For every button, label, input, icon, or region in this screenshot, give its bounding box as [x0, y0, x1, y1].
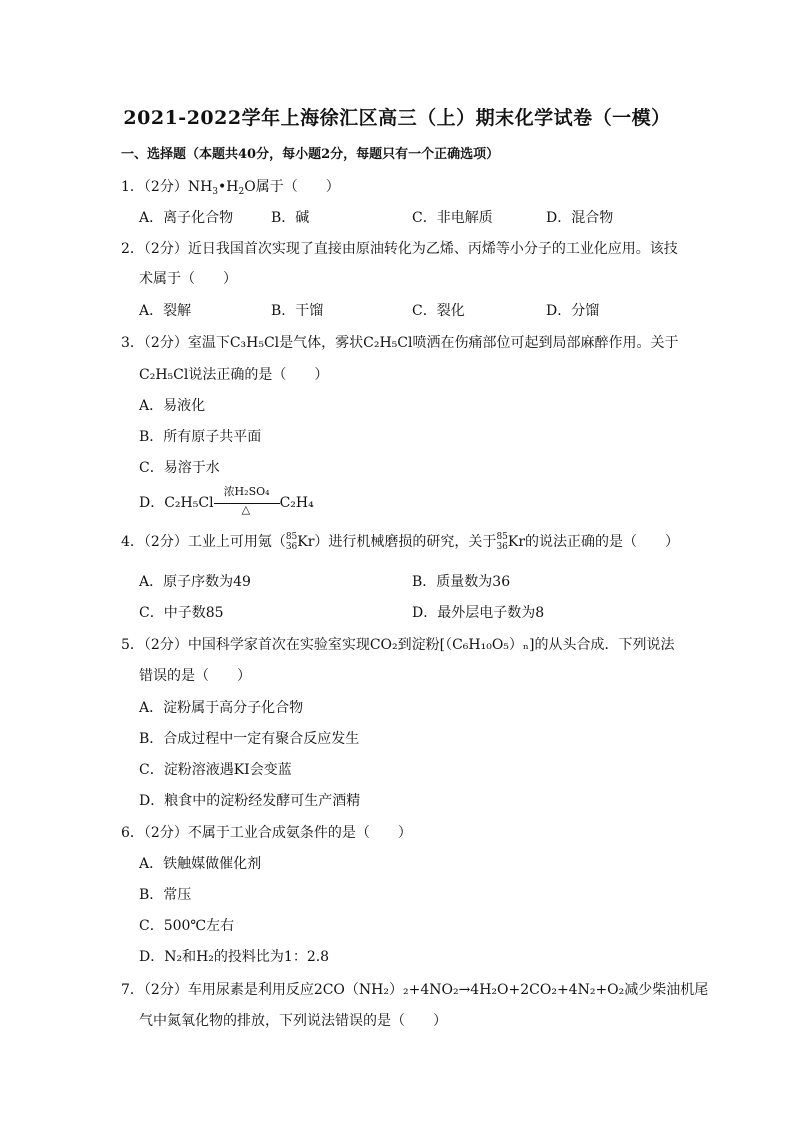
q6-option-a[interactable]: A．铁触媒做催化剂	[139, 856, 262, 872]
q6-option-b[interactable]: B．常压	[139, 887, 192, 903]
reaction-arrow	[214, 485, 280, 516]
q4-option-c[interactable]: C．中子数85	[139, 605, 224, 621]
nuclide-notation	[286, 532, 297, 552]
question-7-line-1: 7．（2分）车用尿素是利用反应2CO（NH₂）₂+4NO₂→4H₂O+2CO₂+4N₂+O₂减少柴油机尾	[121, 982, 709, 998]
reaction-condition-top: 浓H₂SO₄	[223, 485, 270, 498]
nuclide-notation-2	[496, 532, 507, 552]
q1-option-d[interactable]: D．混合物	[546, 210, 614, 226]
q3-d-product: C₂H₄	[279, 495, 314, 511]
q5-option-a[interactable]: A．淀粉属于高分子化合物	[139, 700, 304, 716]
mass-number: 85	[285, 532, 298, 542]
atomic-number-2: 36	[496, 542, 508, 552]
q3-option-c[interactable]: C．易溶于水	[139, 460, 220, 476]
q3-option-d[interactable]	[139, 485, 314, 516]
q2-option-c[interactable]: C．裂化	[412, 303, 465, 319]
q1-option-a[interactable]: A．离子化合物	[139, 210, 234, 226]
section-heading: 一、选择题（本题共40分，每小题2分，每题只有一个正确选项）	[121, 147, 500, 162]
question-3-line-2: C₂H₅Cl说法正确的是（ ）	[139, 367, 329, 383]
q4-option-b[interactable]: B．质量数为36	[412, 574, 511, 590]
question-2-line-2: 术属于（ ）	[139, 271, 237, 287]
q2-option-a[interactable]: A．裂解	[139, 303, 192, 319]
question-5-line-2: 错误的是（ ）	[139, 668, 251, 684]
q5-option-b[interactable]: B．合成过程中一定有聚合反应发生	[139, 731, 360, 747]
q3-d-reactant: D．C₂H₅Cl	[139, 495, 214, 511]
q4-mid: Kr）进行机械磨损的研究，关于	[297, 534, 497, 550]
q4-option-d[interactable]: D．最外层电子数为8	[412, 605, 545, 621]
q4-option-a[interactable]: A．原子序数为49	[139, 574, 251, 590]
question-5-line-1: 5．（2分）中国科学家首次在实验室实现CO₂到淀粉[（C₆H₁₀O₅）ₙ]的从头合成．下列说法	[121, 637, 675, 653]
atomic-number: 36	[285, 542, 298, 552]
q1-mid: •H	[218, 179, 239, 195]
q5-option-d[interactable]: D．粮食中的淀粉经发酵可生产酒精	[139, 793, 361, 809]
q3-option-b[interactable]: B．所有原子共平面	[139, 429, 262, 445]
question-7-line-2: 气中氮氧化物的排放，下列说法错误的是（ ）	[139, 1013, 447, 1029]
q1-option-c[interactable]: C．非电解质	[412, 210, 493, 226]
reaction-condition-bottom: △	[241, 503, 251, 516]
q6-option-d[interactable]: D．N₂和H₂的投料比为1：2.8	[139, 949, 330, 965]
question-1: 1．（2分）$NH_3•H_2O$属于（ ）	[121, 179, 340, 197]
q2-option-b[interactable]: B．干馏	[271, 303, 324, 319]
mass-number-2: 85	[496, 532, 508, 542]
q5-option-c[interactable]: C．淀粉溶液遇KI会变蓝	[139, 762, 292, 778]
q3-option-a[interactable]: A．易液化	[139, 398, 206, 414]
question-3-line-1: 3．（2分）室温下C₃H₅Cl是气体，雾状C₂H₅Cl喷洒在伤痛部位可起到局部麻醉作用。关于	[121, 335, 679, 351]
question-2-line-1: 2．（2分）近日我国首次实现了直接由原油转化为乙烯、丙烯等小分子的工业化应用。该技	[121, 241, 678, 257]
question-4	[121, 531, 679, 552]
page-title: 2021-2022学年上海徐汇区高三（上）期末化学试卷（一模）	[123, 107, 671, 129]
q4-post: Kr的说法正确的是（ ）	[507, 534, 680, 550]
q1-prefix: 1．（2分）NH	[121, 179, 213, 195]
q6-option-c[interactable]: C．500℃左右	[139, 918, 235, 934]
q4-pre: 4．（2分）工业上可用氪（	[121, 534, 286, 550]
question-6-line-1: 6．（2分）不属于工业合成氨条件的是（ ）	[121, 825, 412, 841]
q1-suffix: O属于（ ）	[244, 179, 340, 195]
q2-option-d[interactable]: D．分馏	[546, 303, 600, 319]
q1-option-b[interactable]: B．碱	[271, 210, 310, 226]
